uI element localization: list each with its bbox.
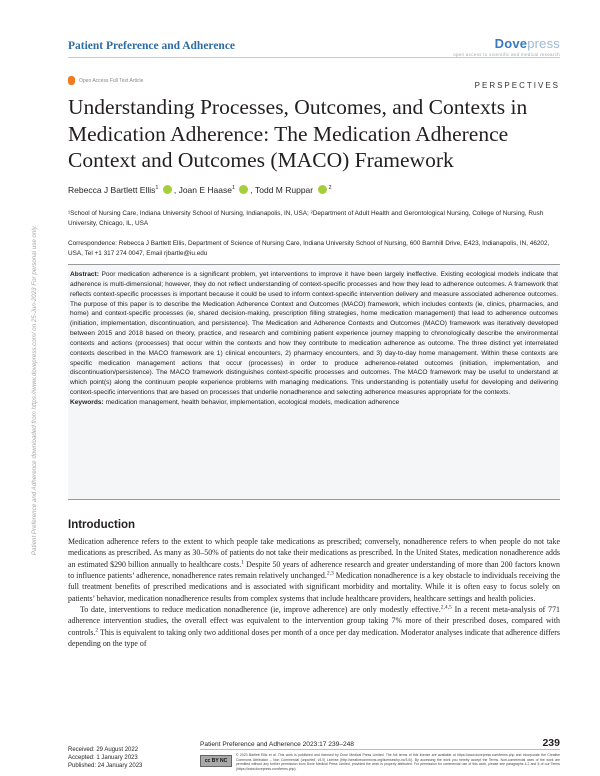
- author-affiliation-mark: 1: [155, 185, 159, 192]
- author-name[interactable]: Rebecca J Bartlett Ellis: [68, 185, 156, 195]
- body-paragraph: [68, 536, 560, 604]
- body-paragraph: [68, 604, 560, 649]
- publisher-brand-main: Dove: [494, 36, 528, 51]
- keywords-label: Keywords:: [70, 398, 104, 406]
- body-text-segment: In a recent meta-analysis of 771 adherence intervention studies, the overall effect was equivalent to the intervention group taking 7% more of their prescribed doses, compared with controls.: [68, 605, 560, 637]
- publisher-tagline: open access to scientific and medical research: [453, 52, 560, 57]
- abstract-paragraph: [70, 270, 558, 398]
- citation-link[interactable]: 2: [95, 627, 99, 634]
- orcid-icon[interactable]: [163, 185, 172, 194]
- body-text-segment: To date, interventions to reduce medication nonadherence (ie, improve adherence) are only modestly effective.: [80, 605, 441, 615]
- published-date: Published: 24 January 2023: [68, 763, 143, 769]
- footer-journal-citation: Patient Preference and Adherence 2023:17 239–248: [200, 741, 354, 748]
- citation-link[interactable]: 2,3: [326, 570, 334, 577]
- abstract-label: Abstract:: [70, 271, 99, 278]
- author-list: Rebecca J Bartlett Ellis$^1$ , Joan E Haase$^1$ , Todd M Ruppar $^2$: [68, 185, 332, 195]
- keywords-paragraph: [70, 398, 558, 408]
- abstract-text: Poor medication adherence is a significant problem, yet interventions to improve it have been largely ineffective. Existing ecological models indicate that adherence is multi-dimensional; however, they do not reflect understanding of context-specific processes and how they lead to adherence outcomes. A framework that reflects context-specific processes is important because it could be used to inform context-specific intervention delivery and measure associated adherence outcomes. The purpose of this paper is to describe the Medication Adherence Context and Outcomes (MACO) framework, which includes contexts (ie, clinics, pharmacies, and home) and context-specific processes (ie, shared decision-making, prescription filling strategies, home medication management) that lead to adherence outcomes (initiation, implementation, discontinuation, and persistence). The Medication and Adherence Contexts and Outcomes (MACO) framework was iteratively developed between 2015 and 2018 based on theory, practice, and research and combining patient experience journey mapping to chronologically describe the environmental contexts and actions (processes) that occur within the contexts and how they contribute to medication adherence as outcome. The three distinct yet interrelated contexts described in the MACO framework are 1) clinical encounters, 2) pharmacy encounters, and 3) day-to-day home management. Within these contexts are specific medication management actions that occur (processes) in order to produce adherence-related outcomes (initiation, implementation, and discontinuation/persistence). The MACO framework distinguishes context-specific processes and outcomes. The MACO framework may be useful to understand at which point(s) along the continuum people experience problems with managing medications. This understanding is potentially useful for developing and delivering context-specific interventions that are based on processes that underlie nonadherence and selecting adherence measures appropriate for the contexts.: [70, 271, 558, 397]
- body-text-segment: Despite 50 years of adherence research and greater understanding of more than 200 factors known to influence patients’ adherence, nonadherence rates remain relatively unchanged.: [68, 559, 561, 581]
- open-access-text: Open Access Full Text Article: [79, 77, 144, 84]
- download-note-sidebar: [30, 160, 54, 620]
- publisher-brand: [453, 36, 560, 51]
- introduction-body: [68, 536, 560, 649]
- article-title: Understanding Processes, Outcomes, and Contexts in Medication Adherence: The Medication Adherence Context and Outcomes (MACO) Framework: [68, 95, 528, 172]
- accepted-date: Accepted: 1 January 2023: [68, 755, 138, 761]
- abstract-box: [68, 264, 560, 500]
- open-access-lock-icon: [68, 76, 75, 85]
- publication-dates: [68, 746, 142, 770]
- section-label: PERSPECTIVES: [474, 81, 560, 90]
- page-number: 239: [542, 737, 560, 749]
- author-affiliation-mark: 2: [328, 185, 332, 192]
- publisher-brand-suffix: press: [527, 36, 560, 51]
- orcid-icon[interactable]: [239, 185, 248, 194]
- author-name[interactable]: Joan E Haase: [178, 185, 232, 195]
- citation-link[interactable]: 2,4,5: [440, 604, 452, 611]
- author-name[interactable]: Todd M Ruppar: [255, 185, 314, 195]
- body-text-segment: Medication nonadherence is a key obstacle to individuals receiving the full treatment benefits of prescribed medications and is associated with significant morbidity and mortality. While it is often easy to focus solely on patients’ behavior, medication nonadherence results from complex systems that include healthcare providers, healthcare settings and health policies.: [68, 571, 560, 603]
- open-access-label: [68, 76, 143, 85]
- affiliations: ¹School of Nursing Care, Indiana University School of Nursing, Indianapolis, IN, USA; ²Department of Adult Health and Gerontological Nursing, College of Nursing, Rush University, Chicago, IL, USA: [68, 210, 544, 227]
- download-note: Patient Preference and Adherence downloaded from https://www.dovepress.com/ on 25-Jun-2023 For personal use only.: [31, 224, 38, 556]
- header-divider: [68, 57, 560, 58]
- correspondence: Correspondence: Rebecca J Bartlett Ellis, Department of Science of Nursing Care, Indiana University School of Nursing, 600 Barnhill Drive, E423, Indianapolis, IN, 46202, USA, Tel +1 317 274 0047, Email rjbartle@iu.edu: [68, 240, 550, 257]
- introduction-heading: Introduction: [68, 519, 136, 531]
- citation-link[interactable]: 1: [241, 559, 244, 566]
- author-affiliation-mark: 1: [231, 185, 236, 192]
- keywords-text: medication management, health behavior, implementation, ecological models, medication adherence: [105, 398, 400, 406]
- publisher-logo: [453, 36, 560, 57]
- received-date: Received: 29 August 2022: [68, 747, 139, 753]
- footer-divider: [200, 749, 560, 750]
- body-text-segment: This is equivalent to taking only two additional doses per month of a once per day medication. Moderator analyses indicate that adherence differs depending on the type of: [68, 627, 560, 649]
- license-text: © 2023 Bartlett Ellis et al. This work is published and licensed by Dove Medical Press Limited. The full terms of this license are available at https://www.dovepress.com/terms.php and incorporate the Creative Commons Attribution – Non Commercial (unported, v3.0) License (http://creativecommons.org/licenses/by-nc/3.0/). By accessing the work you hereby accept the Terms. Non-commercial uses of the work are permitted without any further permission from Dove Medical Press Limited, provided the work is properly attributed. For permission for commercial use of this work, please see paragraphs 4.2 and 5 of our Terms (https://www.dovepress.com/terms.php).: [236, 753, 560, 772]
- journal-title: Patient Preference and Adherence: [68, 40, 236, 52]
- creative-commons-badge[interactable]: cc BY NC: [200, 755, 232, 767]
- orcid-icon[interactable]: [318, 185, 327, 194]
- body-text-segment: Medication adherence refers to the extent to which people take medications as prescribed; conversely, nonadherence refers to when people do not take medications as prescribed. As many as 30–50% of patients do not take their medications as prescribed. In the United States, medication nonadherence adds an estimated $290 billion annually to healthcare costs.: [68, 537, 560, 569]
